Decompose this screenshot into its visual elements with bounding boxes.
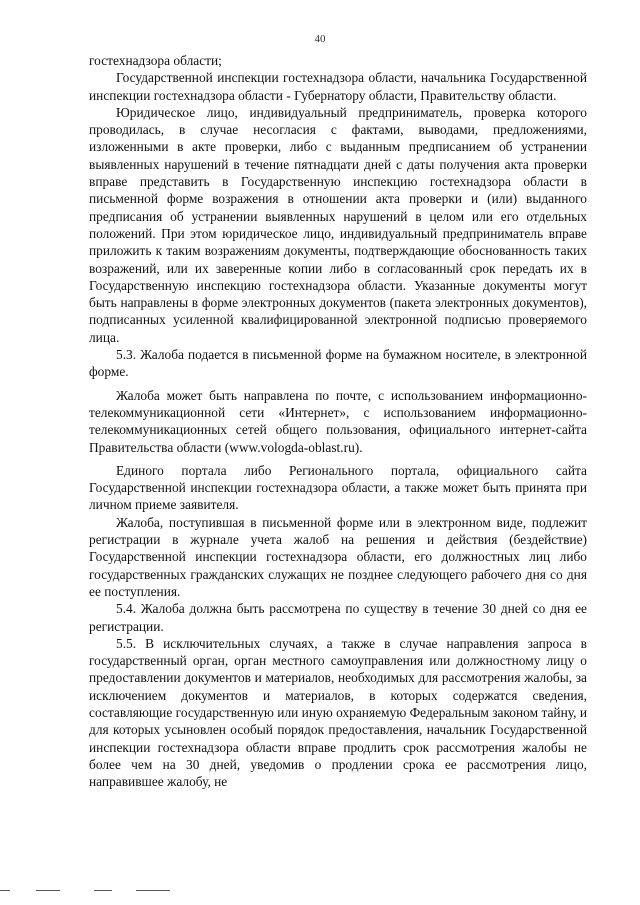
footer-line xyxy=(36,890,60,891)
paragraph-complaint-channels: Жалоба может быть направлена по почте, с использованием информационно-телекоммуникационной сети «Интернет», с использованием информационно-телекоммуникационных сетей общего пользования, официального интернет-сайта Правительства области (www.vologda-oblast.ru). xyxy=(89,387,587,455)
paragraph-5-4: 5.4. Жалоба должна быть рассмотрена по существу в течение 30 дней со дня ее регистрации. xyxy=(89,601,587,634)
page-number: 40 xyxy=(314,33,326,45)
footer-line xyxy=(136,890,170,891)
paragraph-continuation: гостехнадзора области; xyxy=(89,53,222,68)
footer-line xyxy=(94,890,112,891)
paragraph-appeal-recipients: Государственной инспекции гостехнадзора области, начальника Государственной инспекции гостехнадзора области - Губернатору области, Правительству области. xyxy=(89,70,587,103)
paragraph-5-3: 5.3. Жалоба подается в письменной форме на бумажном носителе, в электронной форме. xyxy=(89,347,587,380)
paragraph-5-5: 5.5. В исключительных случаях, а также в случае направления запроса в государственный орган, орган местного самоуправления или должностному лицу о предоставлении документов и материалов, необходимых для рассмотрения жалобы, за исключением документов и материалов, в которых содержатся сведения, составляющие государственную или иную охраняемую Федеральным законом тайну, и для которых усыновлен особый порядок предоставления, начальник Государственной инспекции гостехнадзора области вправе продлить срок рассмотрения жалобы не более чем на 30 дней, уведомив о продлении срока ее рассмотрения лицо, направившее жалобу, не xyxy=(89,635,587,790)
paragraph-portals: Единого портала либо Регионального портала, официального сайта Государственной инспекции гостехнадзора области, а также может быть принята при личном приеме заявителя. xyxy=(89,462,587,513)
footer-line xyxy=(0,890,10,891)
scan-footer-lines xyxy=(0,890,640,894)
paragraph-objections: Юридическое лицо, индивидуальный предприниматель, проверка которого проводилась, в случае несогласия с фактами, выводами, предложениями, изложенными в акте проверки, либо с выданным предписанием об устранении выявленных нарушений в течение пятнадцати дней с даты получения акта проверки вправе представить в Государственную инспекцию гостехнадзора области в письменной форме возражения в отношении акта проверки и (или) выданного предписания об устранении выявленных нарушений в целом или его отдельных положений. При этом юридическое лицо, индивидуальный предприниматель вправе приложить к таким возражениям документы, подтверждающие обоснованность таких возражений, или их заверенные копии либо в согласованный срок передать их в Государственную инспекцию гостехнадзора области. Указанные документы могут быть направлены в форме электронных документов (пакета электронных документов), подписанных усиленной квалифицированной электронной подписью проверяемого лица. xyxy=(89,104,587,345)
paragraph-registration: Жалоба, поступившая в письменной форме или в электронном виде, подлежит регистрации в журнале учета жалоб на решения и действия (бездействие) Государственной инспекции гостехнадзора области, его должностных лиц либо государственных гражданских служащих не позднее следующего рабочего дня со дня ее поступления. xyxy=(89,514,587,599)
document-body xyxy=(89,52,587,790)
